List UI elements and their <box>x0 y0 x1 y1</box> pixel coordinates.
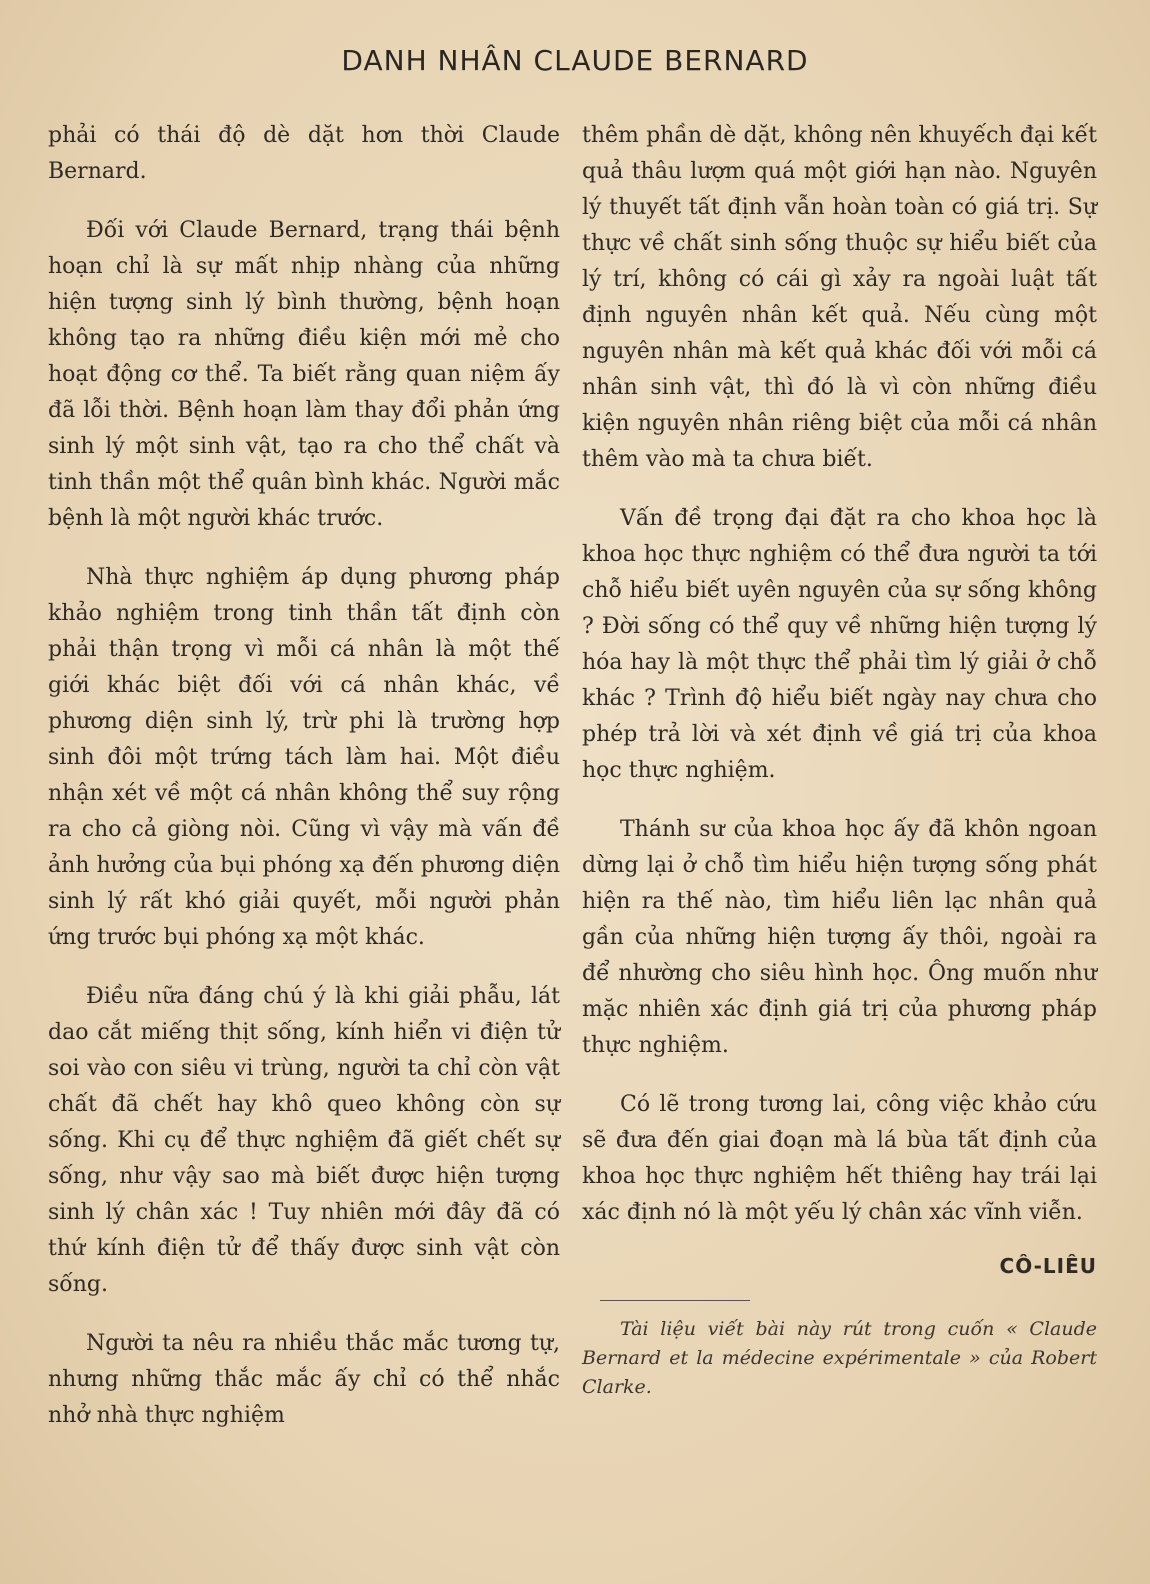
right-column <box>582 118 1097 1402</box>
footnote-rule <box>600 1300 750 1301</box>
left-column <box>48 118 560 1457</box>
paragraph: Điều nữa đáng chú ý là khi giải phẫu, lát dao cắt miếng thịt sống, kính hiển vi điện tử soi vào con siêu vi trùng, người ta chỉ còn vật chất đã chết hay khô queo không còn sự sống. Khi cụ để thực nghiệm đã giết chết sự sống, như vậy sao mà biết được hiện tượng sinh lý chân xác ! Tuy nhiên mới đây đã có thứ kính điện tử để thấy được sinh vật còn sống. <box>48 984 560 1297</box>
paragraph: Vấn đề trọng đại đặt ra cho khoa học là khoa học thực nghiệm có thể đưa người ta tới chỗ hiểu biết uyên nguyên của sự sống không ? Đời sống có thể quy về những hiện tượng lý hóa hay là một thực thể phải tìm lý giải ở chỗ khác ? Trình độ hiểu biết ngày nay chưa cho phép trả lời và xét định về giá trị của khoa học thực nghiệm. <box>582 506 1097 783</box>
running-header: DANH NHÂN CLAUDE BERNARD <box>341 44 809 77</box>
paragraph: phải có thái độ dè dặt hơn thời Claude Bernard. <box>48 123 560 184</box>
paragraph: Đối với Claude Bernard, trạng thái bệnh hoạn chỉ là sự mất nhịp nhàng của những hiện tượng sinh lý bình thường, bệnh hoạn không tạo ra những điều kiện mới mẻ cho hoạt động cơ thể. Ta biết rằng quan niệm ấy đã lỗi thời. Bệnh hoạn làm thay đổi phản ứng sinh lý một sinh vật, tạo ra cho thể chất và tinh thần một thể quân bình khác. Người mắc bệnh là một người khác trước. <box>48 218 560 531</box>
author-signature: CÔ-LIÊU <box>999 1254 1097 1278</box>
footnote: Tài liệu viết bài này rút trong cuốn « Claude Bernard et la médecine expérimentale » của Robert Clarke. <box>582 1318 1097 1398</box>
paragraph: Người ta nêu ra nhiều thắc mắc tương tự, nhưng những thắc mắc ấy chỉ có thể nhắc nhở nhà thực nghiệm <box>48 1331 560 1428</box>
paragraph: Thánh sư của khoa học ấy đã khôn ngoan dừng lại ở chỗ tìm hiểu hiện tượng sống phát hiện ra thế nào, tìm hiểu liên lạc nhân quả gần của những hiện tượng ấy thôi, ngoài ra để nhường cho siêu hình học. Ông muốn như mặc nhiên xác định giá trị của phương pháp thực nghiệm. <box>582 817 1097 1058</box>
paragraph: Nhà thực nghiệm áp dụng phương pháp khảo nghiệm trong tinh thần tất định còn phải thận trọng vì mỗi cá nhân là một thế giới khác biệt đối với cá nhân khác, về phương diện sinh lý, trừ phi là trường hợp sinh đôi một trứng tách làm hai. Một điều nhận xét về một cá nhân không thể suy rộng ra cho cả giòng nòi. Cũng vì vậy mà vấn đề ảnh hưởng của bụi phóng xạ đến phương diện sinh lý rất khó giải quyết, mỗi người phản ứng trước bụi phóng xạ một khác. <box>48 565 560 950</box>
paragraph: Có lẽ trong tương lai, công việc khảo cứu sẽ đưa đến giai đoạn mà lá bùa tất định của khoa học thực nghiệm hết thiêng hay trái lại xác định nó là một yếu lý chân xác vĩnh viễn. <box>582 1092 1097 1225</box>
paragraph: thêm phần dè dặt, không nên khuyếch đại kết quả thâu lượm quá một giới hạn nào. Nguyên lý thuyết tất định vẫn hoàn toàn có giá trị. Sự thực về chất sinh sống thuộc sự hiểu biết của lý trí, không có cái gì xảy ra ngoài luật tất định nguyên nhân kết quả. Nếu cùng một nguyên nhân mà kết quả khác đối với mỗi cá nhân sinh vật, thì đó là vì còn những điều kiện nguyên nhân riêng biệt của mỗi cá nhân thêm vào mà ta chưa biết. <box>582 123 1097 472</box>
